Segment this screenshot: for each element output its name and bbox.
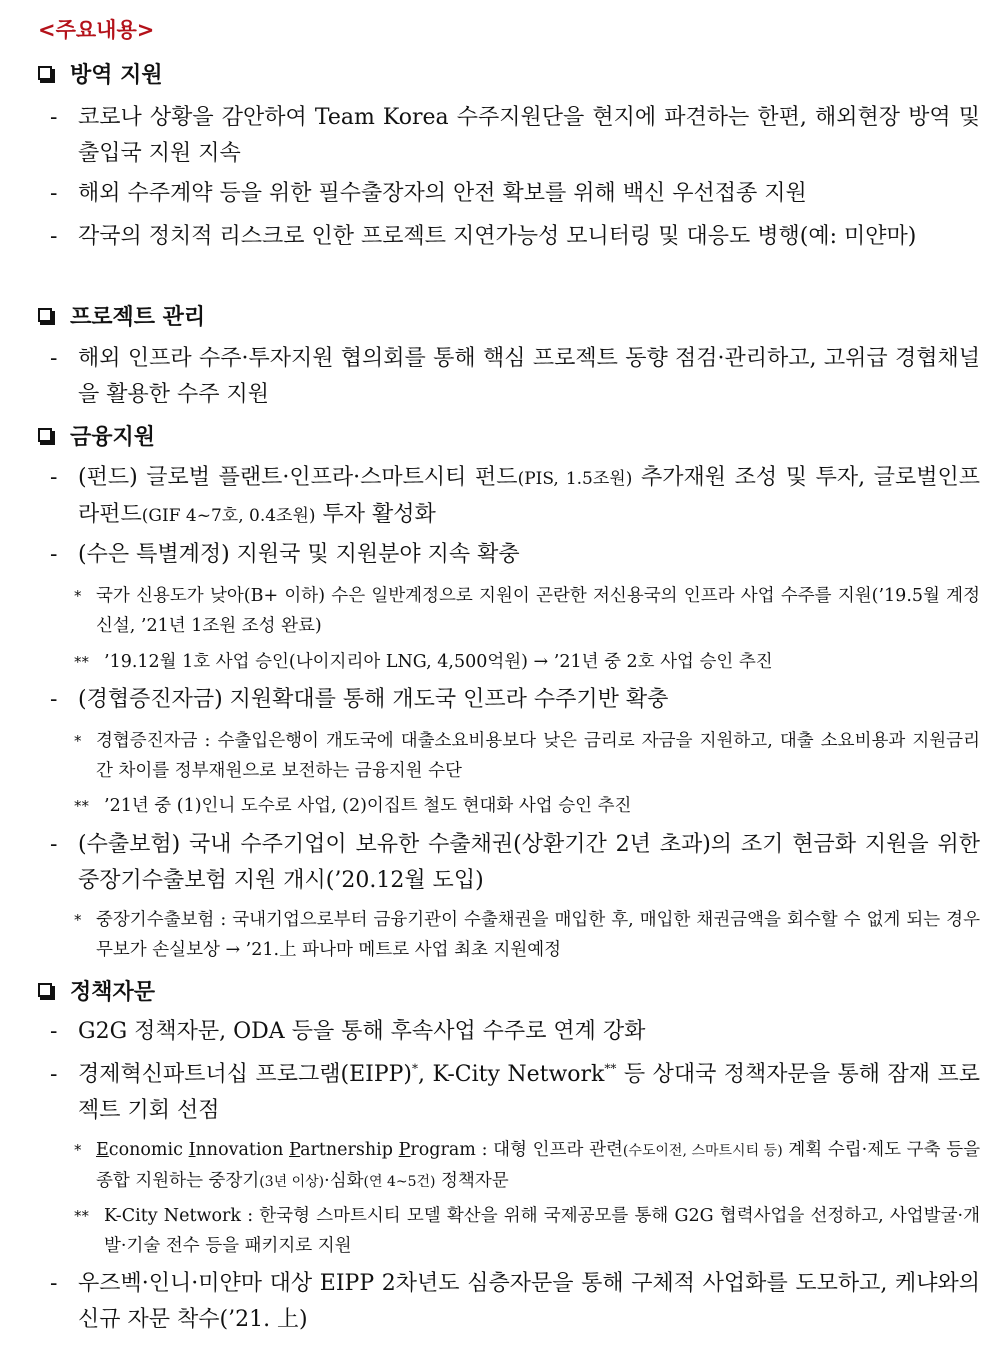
section-heading-project-management: [38, 300, 205, 330]
dash-bullet: -: [50, 105, 58, 130]
dash-bullet: -: [50, 1271, 58, 1296]
footnote: [74, 726, 980, 786]
double-star-mark: **: [74, 1207, 89, 1225]
list-item: [50, 1057, 980, 1129]
star-mark: *: [74, 1141, 82, 1159]
list-item: [50, 1266, 980, 1338]
double-star-mark: **: [74, 653, 89, 671]
list-item: [50, 176, 980, 212]
list-item: [50, 537, 980, 573]
item-text: 해외 인프라 수주·투자지원 협의회를 통해 핵심 프로젝트 동향 점검·관리하고, 고위급 경협채널을 활용한 수주 지원: [78, 346, 980, 407]
section-heading-quarantine: [38, 58, 163, 88]
heading-label: 방역 지원: [70, 62, 163, 88]
footnote: [74, 1201, 980, 1261]
footnote: [74, 791, 980, 821]
dash-bullet: -: [50, 346, 58, 371]
star-mark: *: [74, 732, 82, 750]
item-text: G2G 정책자문, ODA 등을 통해 후속사업 수주로 연계 강화: [78, 1019, 646, 1044]
heading-label: 정책자문: [70, 979, 156, 1005]
dash-bullet: -: [50, 687, 58, 712]
note-text: 경협증진자금 : 수출입은행이 개도국에 대출소요비용보다 낮은 금리로 자금을 지원하고, 대출 소요비용과 지원금리간 차이를 정부재원으로 보전하는 금융지원 수단: [96, 731, 980, 781]
item-text: (수은 특별계정) 지원국 및 지원분야 지속 확충: [78, 542, 520, 567]
item-text: 각국의 정치적 리스크로 인한 프로젝트 지연가능성 모니터링 및 대응도 병행(예: 미얀마): [78, 224, 917, 249]
dash-bullet: -: [50, 832, 58, 857]
note-text: 중장기수출보험 : 국내기업으로부터 금융기관이 수출채권을 매입한 후, 매입한 채권금액을 회수할 수 없게 되는 경우 무보가 손실보상 → ’21.上 파나마 메트로 사업 최초 지원예정: [96, 910, 980, 960]
star-mark: *: [74, 587, 82, 605]
double-star-mark: **: [74, 797, 89, 815]
checkbox-bullet-icon: [38, 428, 52, 442]
note-text: ’21년 중 (1)인니 도수로 사업, (2)이집트 철도 현대화 사업 승인 추진: [104, 796, 632, 816]
checkbox-bullet-icon: [38, 983, 52, 997]
footnote: [74, 581, 980, 641]
note-text: ’19.12월 1호 사업 승인(나이지리아 LNG, 4,500억원) → ’21년 중 2호 사업 승인 추진: [104, 652, 773, 672]
list-item: [50, 219, 980, 255]
dash-bullet: -: [50, 224, 58, 249]
page-title: <주요내용>: [38, 18, 155, 42]
list-item: [50, 341, 980, 413]
dash-bullet: -: [50, 181, 58, 206]
note-text: K-City Network : 한국형 스마트시티 모델 확산을 위해 국제공모를 통해 G2G 협력사업을 선정하고, 사업발굴·개발·기술 전수 등을 패키지로 지원: [104, 1206, 980, 1256]
dash-bullet: -: [50, 1062, 58, 1087]
item-text: 우즈벡·인니·미얀마 대상 EIPP 2차년도 심층자문을 통해 구체적 사업화를 도모하고, 케냐와의 신규 자문 착수(’21. 上): [78, 1271, 980, 1332]
checkbox-bullet-icon: [38, 66, 52, 80]
note-text: 국가 신용도가 낮아(B+ 이하) 수은 일반계정으로 지원이 곤란한 저신용국의 인프라 사업 수주를 지원(’19.5월 계정 신설, ’21년 1조원 조성 완료): [96, 586, 980, 636]
dash-bullet: -: [50, 465, 58, 490]
item-text: 경제혁신파트너십 프로그램(EIPP)*, K-City Network** 등 상대국 정책자문을 통해 잠재 프로젝트 기회 선점: [78, 1061, 980, 1123]
footnote: [74, 647, 980, 677]
item-text: (펀드) 글로벌 플랜트·인프라·스마트시티 펀드(PIS, 1.5조원) 추가재원 조성 및 투자, 글로벌인프라펀드(GIF 4~7호, 0.4조원) 투자 활성화: [78, 465, 980, 527]
list-item: [50, 1014, 980, 1050]
section-heading-policy-advice: [38, 975, 155, 1005]
list-item: [50, 827, 980, 899]
list-item: [50, 100, 980, 172]
dash-bullet: -: [50, 542, 58, 567]
checkbox-bullet-icon: [38, 308, 52, 322]
footnote: [74, 905, 980, 965]
item-text: 해외 수주계약 등을 위한 필수출장자의 안전 확보를 위해 백신 우선접종 지원: [78, 181, 807, 206]
dash-bullet: -: [50, 1019, 58, 1044]
star-mark: *: [74, 911, 82, 929]
item-text: (수출보험) 국내 수주기업이 보유한 수출채권(상환기간 2년 초과)의 조기 현금화 지원을 위한 중장기수출보험 지원 개시(’20.12월 도입): [78, 832, 980, 893]
heading-label: 프로젝트 관리: [70, 304, 206, 330]
footnote: [74, 1135, 980, 1197]
heading-label: 금융지원: [70, 424, 156, 450]
list-item: [50, 460, 980, 534]
list-item: [50, 682, 980, 718]
item-text: 코로나 상황을 감안하여 Team Korea 수주지원단을 현지에 파견하는 한편, 해외현장 방역 및 출입국 지원 지속: [78, 105, 980, 166]
item-text: (경협증진자금) 지원확대를 통해 개도국 인프라 수주기반 확충: [78, 687, 669, 712]
note-text: Economic Innovation Partnership Program : 대형 인프라 관련(수도이전, 스마트시티 등) 계획 수립·제도 구축 등을 종합 지원하는 중장기(3년 이상)·심화(연 4~5건) 정책자문: [96, 1140, 981, 1191]
section-heading-finance: [38, 420, 155, 450]
